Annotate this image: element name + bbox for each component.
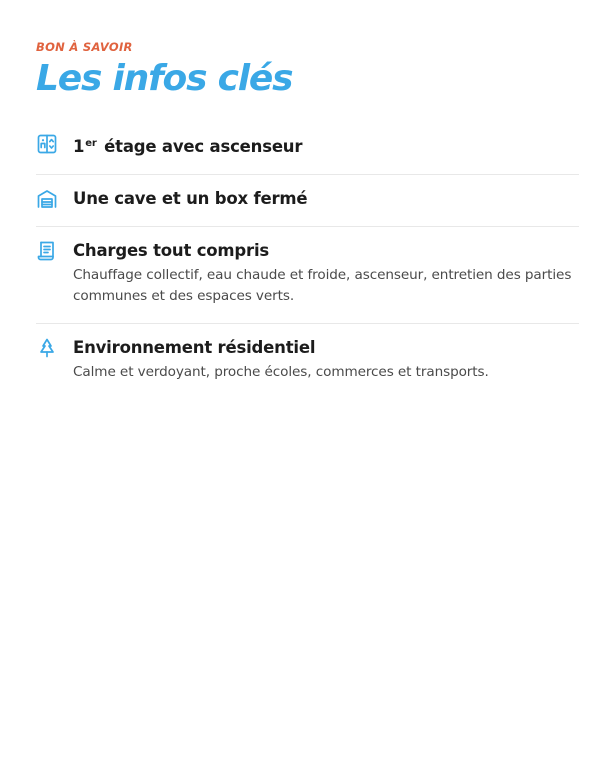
floor-number: 1 bbox=[73, 136, 85, 156]
garage-icon bbox=[36, 188, 58, 210]
list-item-title: Environnement résidentiel bbox=[73, 337, 316, 357]
list-item-charges bbox=[36, 227, 579, 324]
list-item-description: Chauffage collectif, eau chaude et froide, ascenseur, entretien des parties communes et des espaces verts. bbox=[73, 266, 572, 304]
list-item-title: Charges tout compris bbox=[73, 240, 270, 260]
floor-ordinal-suffix: er bbox=[85, 137, 97, 149]
key-info-list bbox=[36, 120, 579, 399]
list-item-title bbox=[73, 132, 579, 159]
receipt-icon bbox=[36, 240, 58, 262]
list-item-title: Une cave et un box fermé bbox=[73, 188, 308, 208]
eyebrow-label: BON À SAVOIR bbox=[36, 40, 133, 54]
list-item-description: Calme et verdoyant, proche écoles, commerces et transports. bbox=[73, 363, 489, 380]
tree-icon bbox=[36, 337, 58, 359]
elevator-icon bbox=[36, 133, 58, 155]
floor-title-text: étage avec ascenseur bbox=[104, 136, 303, 156]
list-item-environment bbox=[36, 324, 579, 399]
section-title: Les infos clés bbox=[36, 58, 293, 99]
list-item-floor bbox=[36, 120, 579, 175]
list-item-storage bbox=[36, 175, 579, 227]
